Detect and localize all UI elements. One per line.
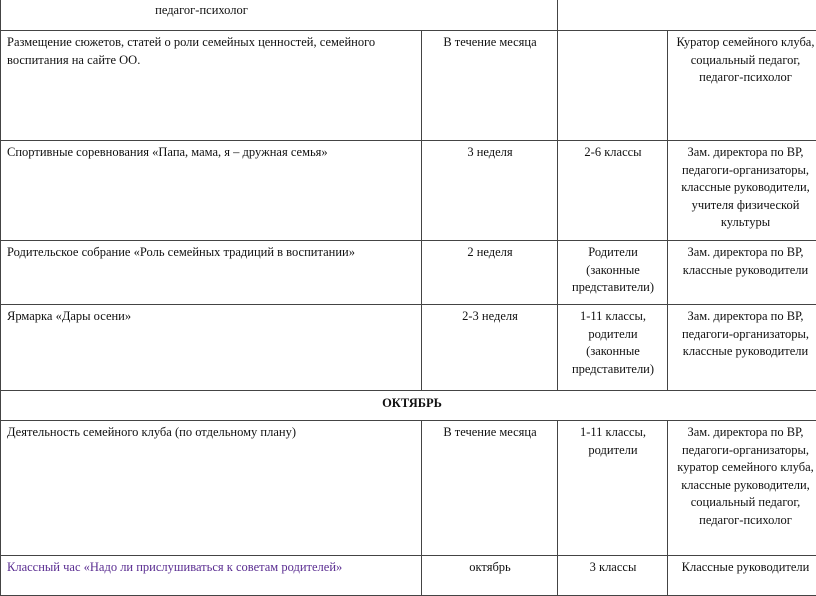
table-row <box>1 421 816 556</box>
table-cell-responsible: Зам. директора по ВР, педагоги-организаторы, куратор семейного клуба, классные руководители, социальный педагог, педагог-психолог <box>668 421 816 556</box>
table-cell-event: Ярмарка «Дары осени» <box>1 305 422 391</box>
table-row <box>1 241 816 305</box>
table-cell-when: октябрь <box>422 556 558 596</box>
table-row <box>1 31 816 141</box>
table-cell-when: 2-3 неделя <box>422 305 558 391</box>
table-cell-responsible: Зам. директора по ВР, классные руководители <box>668 241 816 305</box>
table-cell-event: Деятельность семейного клуба (по отдельному плану) <box>1 421 422 556</box>
table-cell-when: В течение месяца <box>422 31 558 141</box>
table-row <box>1 305 816 391</box>
table-cell-responsible: Зам. директора по ВР, педагоги-организаторы, классные руководители <box>668 305 816 391</box>
table-cell-when: 3 неделя <box>422 141 558 241</box>
table-cell-responsible: Классные руководители <box>668 556 816 596</box>
table-cell-participants: 2-6 классы <box>558 141 668 241</box>
table-row <box>1 0 816 31</box>
table-cell-empty <box>558 0 816 31</box>
table-cell-participants <box>558 31 668 141</box>
table-row <box>1 141 816 241</box>
table-cell-when: 2 неделя <box>422 241 558 305</box>
table-cell-when: В течение месяца <box>422 421 558 556</box>
table-cell-participants: 3 классы <box>558 556 668 596</box>
table-cell-participants: Родители (законные представители) <box>558 241 668 305</box>
table-cell-event: Родительское собрание «Роль семейных традиций в воспитании» <box>1 241 422 305</box>
table-cell-participants: 1-11 классы, родители (законные представители) <box>558 305 668 391</box>
table-cell-responsible: Зам. директора по ВР, педагоги-организаторы, классные руководители, учителя физической культуры <box>668 141 816 241</box>
table-cell-event: Классный час «Надо ли прислушиваться к советам родителей» <box>1 556 422 596</box>
table-cell-responsible: педагог-психолог <box>1 0 558 31</box>
table-cell-participants: 1-11 классы, родители <box>558 421 668 556</box>
table-cell-responsible: Куратор семейного клуба, социальный педагог, педагог-психолог <box>668 31 816 141</box>
table-cell-event: Размещение сюжетов, статей о роли семейных ценностей, семейного воспитания на сайте ОО. <box>1 31 422 141</box>
table-cell-event: Спортивные соревнования «Папа, мама, я – дружная семья» <box>1 141 422 241</box>
table-row <box>1 556 816 596</box>
month-header-row <box>1 391 816 421</box>
month-header: ОКТЯБРЬ <box>1 391 816 421</box>
